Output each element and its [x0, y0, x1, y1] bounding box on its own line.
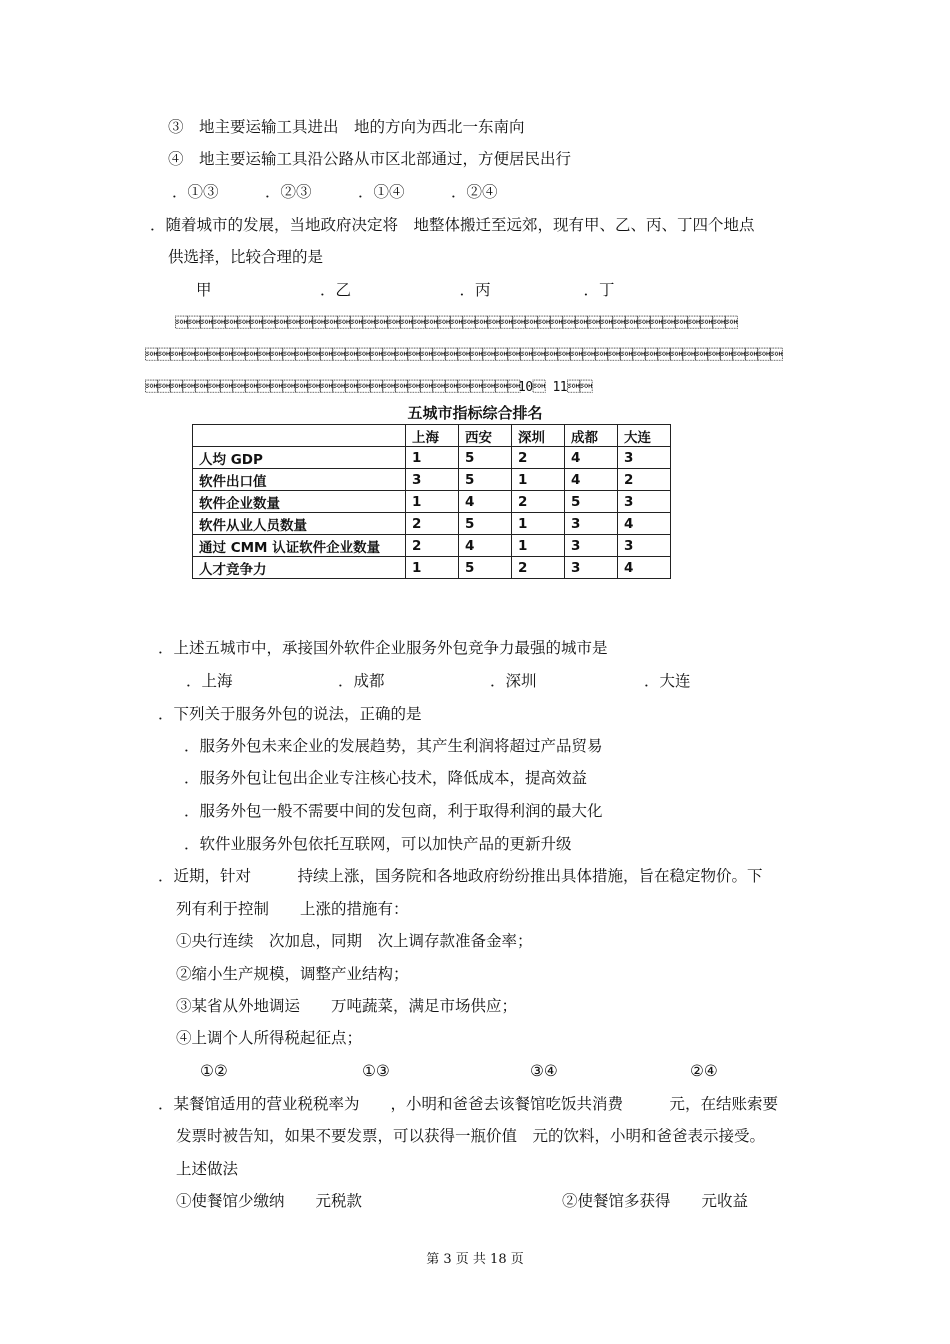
answer-option: ．深圳: [490, 672, 537, 690]
table-cell: 通过 CMM 认证软件企业数量: [193, 535, 406, 557]
answer-choices: 甲 ．乙 ．丙 ．丁: [196, 281, 615, 299]
table-cell: 2: [512, 447, 565, 469]
statement-item: ③某省从外地调运 万吨蔬菜，满足市场供应；: [176, 997, 518, 1015]
table-header-cell: 西安: [459, 425, 512, 447]
statement-item: ②使餐馆多获得 元收益: [562, 1192, 749, 1210]
table-cell: 3: [565, 557, 618, 579]
garbled-line: : [175, 316, 738, 331]
table-cell: 3: [565, 513, 618, 535]
table-cell: 1: [512, 469, 565, 491]
table-row: [193, 469, 671, 491]
question-13-stem: ．某餐馆适用的营业税税率为 ，小明和爸爸去该餐馆吃饭共消费 元，在结账索要: [158, 1095, 779, 1113]
answer-option: ①②: [200, 1062, 228, 1080]
answer-option: ．成都: [338, 672, 385, 690]
table-cell: 4: [459, 535, 512, 557]
table-title: 五城市指标综合排名: [407, 404, 543, 422]
table-cell: 2: [618, 469, 671, 491]
table-cell: 1: [512, 513, 565, 535]
answer-option: ②④: [690, 1062, 718, 1080]
option-line-3: ③ 地主要运输工具进出 地的方向为西北一东南向: [168, 118, 525, 136]
answer-option: ．服务外包让包出企业专注核心技术，降低成本，提高效益: [184, 769, 588, 787]
garbled-question-ref: 10 11: [518, 380, 593, 395]
table-header-cell: 上海: [406, 425, 459, 447]
question-stem-cont: 供选择，比较合理的是: [168, 248, 324, 266]
question-10-stem: ．上述五城市中，承接国外软件企业服务外包竞争力最强的城市是: [158, 639, 608, 657]
table-cell: 软件从业人员数量: [193, 513, 406, 535]
table-cell: 软件企业数量: [193, 491, 406, 513]
question-12-stem: ．近期，针对 持续上涨，国务院和各地政府纷纷推出具体措施，旨在稳定物价。下: [158, 867, 763, 885]
question-12-stem-cont: 列有利于控制 上涨的措施有：: [176, 900, 409, 918]
answer-option: ①③: [362, 1062, 390, 1080]
table-cell: 4: [618, 557, 671, 579]
statement-item: ①使餐馆少缴纳 元税款: [176, 1192, 363, 1210]
table-cell: 2: [406, 535, 459, 557]
table-cell: 2: [406, 513, 459, 535]
table-header-cell: [193, 425, 406, 447]
table-cell: 2: [512, 557, 565, 579]
table-cell: 1: [406, 557, 459, 579]
table-cell: 3: [565, 535, 618, 557]
ranking-table: [192, 424, 671, 579]
answer-option: ．服务外包一般不需要中间的发包商，利于取得利润的最大化: [184, 802, 603, 820]
table-cell: 1: [406, 447, 459, 469]
table-cell: 4: [565, 469, 618, 491]
table-row: [193, 447, 671, 469]
table-cell: 5: [459, 447, 512, 469]
answer-option: ．服务外包未来企业的发展趋势，其产生利润将超过产品贸易: [184, 737, 603, 755]
table-row: [193, 491, 671, 513]
question-13-stem-cont: 发票时被告知，如果不要发票，可以获得一瓶价值 元的饮料，小明和爸爸表示接受。: [176, 1127, 766, 1145]
table-cell: 3: [618, 447, 671, 469]
question-11-stem: ．下列关于服务外包的说法，正确的是: [158, 705, 422, 723]
table-cell: 3: [618, 535, 671, 557]
question-13-stem-cont: 上述做法: [176, 1160, 239, 1178]
table-row: [193, 535, 671, 557]
table-cell: 3: [406, 469, 459, 491]
table-cell: 5: [459, 469, 512, 491]
table-row: [193, 557, 671, 579]
table-cell: 1: [512, 535, 565, 557]
table-cell: 4: [459, 491, 512, 513]
garbled-line: : [145, 348, 783, 363]
answer-option: ．软件业服务外包依托互联网，可以加快产品的更新升级: [184, 835, 572, 853]
table-cell: 5: [459, 557, 512, 579]
table-cell: 4: [565, 447, 618, 469]
table-header-cell: 深圳: [512, 425, 565, 447]
table-cell: 人均 GDP: [193, 447, 406, 469]
table-crop-edge: [192, 588, 658, 600]
statement-item: ①央行连续 次加息，同期 次上调存款准备金率；: [176, 932, 533, 950]
table-header-cell: 成都: [565, 425, 618, 447]
garbled-line: : [145, 380, 520, 395]
table-header-cell: 大连: [618, 425, 671, 447]
answer-choices: ．①③ ．②③ ．①④ ．②④: [172, 183, 498, 201]
table-cell: 人才竞争力: [193, 557, 406, 579]
question-stem: ．随着城市的发展，当地政府决定将 地整体搬迁至远郊，现有甲、乙、丙、丁四个地点: [150, 216, 755, 234]
table-row: [193, 513, 671, 535]
option-line-4: ④ 地主要运输工具沿公路从市区北部通过，方便居民出行: [168, 150, 572, 168]
page-footer: 第 3 页 共 18 页: [426, 1252, 524, 1267]
statement-item: ②缩小生产规模，调整产业结构；: [176, 965, 409, 983]
table-cell: 1: [406, 491, 459, 513]
statement-item: ④上调个人所得税起征点；: [176, 1029, 363, 1047]
table-cell: 3: [618, 491, 671, 513]
table-cell: 4: [618, 513, 671, 535]
answer-option: ．上海: [186, 672, 233, 690]
table-cell: 5: [459, 513, 512, 535]
answer-option: ．大连: [644, 672, 691, 690]
table-cell: 2: [512, 491, 565, 513]
table-cell: 5: [565, 491, 618, 513]
table-cell: 软件出口值: [193, 469, 406, 491]
answer-option: ③④: [530, 1062, 558, 1080]
table-header-row: [193, 425, 671, 447]
